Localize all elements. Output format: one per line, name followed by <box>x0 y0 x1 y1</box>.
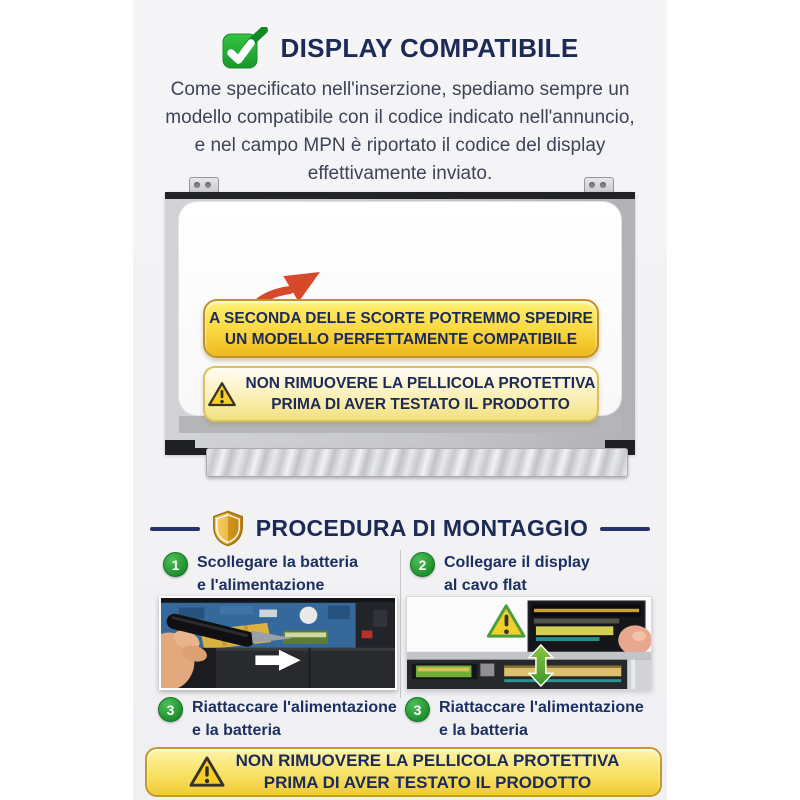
check-badge-icon <box>222 27 268 69</box>
step-3-right-text <box>439 696 644 742</box>
step-3-right-line2: e la batteria <box>439 722 528 739</box>
step-2 <box>410 551 590 597</box>
procedure-header <box>133 510 667 547</box>
step-number-badge: 3 <box>158 697 183 722</box>
step-3-right <box>405 696 644 742</box>
bracket-hole <box>205 182 211 188</box>
gold-shield-icon <box>212 510 244 547</box>
bracket-hole <box>194 182 200 188</box>
step-2-line1: Collegare il display <box>444 554 590 571</box>
step-3-left <box>158 696 397 742</box>
step-1-text <box>197 551 358 597</box>
step-1 <box>163 551 358 597</box>
footer-warning-text <box>236 750 620 794</box>
step-3-left-text <box>192 696 397 742</box>
divider-line-left <box>150 527 200 531</box>
step-2-text <box>444 551 590 597</box>
panel-top-edge <box>165 192 635 199</box>
divider-line-right <box>600 527 650 531</box>
step-number-badge: 3 <box>405 697 430 722</box>
panel-foil-board-strip <box>206 448 628 477</box>
step-number-badge: 2 <box>410 552 435 577</box>
step-number-badge: 1 <box>163 552 188 577</box>
flat-cable-illustration <box>407 597 651 689</box>
stock-notice-line2: UN MODELLO PERFETTAMENTE COMPATIBILE <box>224 330 578 348</box>
warning-triangle-icon <box>207 381 237 408</box>
panel-bottom-corner <box>165 440 195 455</box>
intro-line: e nel campo MPN è riportato il codice del display <box>194 135 606 156</box>
battery-disconnect-illustration <box>161 598 395 688</box>
intro-line: effettivamente inviato. <box>307 163 493 184</box>
procedure-title: PROCEDURA DI MONTAGGIO <box>255 515 589 541</box>
footer-line2: PRIMA DI AVER TESTATO IL PRODOTTO <box>263 773 592 792</box>
intro-paragraph <box>133 76 667 188</box>
header <box>133 27 667 69</box>
film-line2: PRIMA DI AVER TESTATO IL PRODOTTO <box>271 396 570 413</box>
protective-film-banner <box>203 366 599 422</box>
step-1-line2: e l'alimentazione <box>197 577 325 594</box>
stock-notice-banner <box>203 299 599 358</box>
footer-warning-banner <box>145 747 662 797</box>
footer-line1: NON RIMUOVERE LA PELLICOLA PROTETTIVA <box>235 751 620 770</box>
bracket-hole <box>600 182 606 188</box>
step-2-line2: al cavo flat <box>444 577 527 594</box>
connector-inset-photo <box>528 601 651 655</box>
step-3-right-line1: Riattaccare l'alimentazione <box>439 699 644 716</box>
bracket-hole <box>589 182 595 188</box>
protective-film-text <box>246 373 596 415</box>
step-3-left-line1: Riattaccare l'alimentazione <box>192 699 397 716</box>
step-3-left-line2: e la batteria <box>192 722 281 739</box>
column-divider <box>400 550 401 698</box>
step2-photo-flat-cable <box>406 596 652 690</box>
stock-notice-line1: A SECONDA DELLE SCORTE POTREMMO SPEDIRE <box>209 309 593 327</box>
step-1-line1: Scollegare la batteria <box>197 554 358 571</box>
intro-line: Come specificato nell'inserzione, spediamo sempre un <box>170 79 630 100</box>
step1-photo-battery-disconnect <box>159 596 397 690</box>
film-line1: NON RIMUOVERE LA PELLICOLA PROTETTIVA <box>245 375 596 392</box>
warning-triangle-icon <box>188 755 226 789</box>
intro-line: modello compatibile con il codice indicato nell'annuncio, <box>165 107 635 128</box>
page-title: DISPLAY COMPATIBILE <box>280 32 579 63</box>
